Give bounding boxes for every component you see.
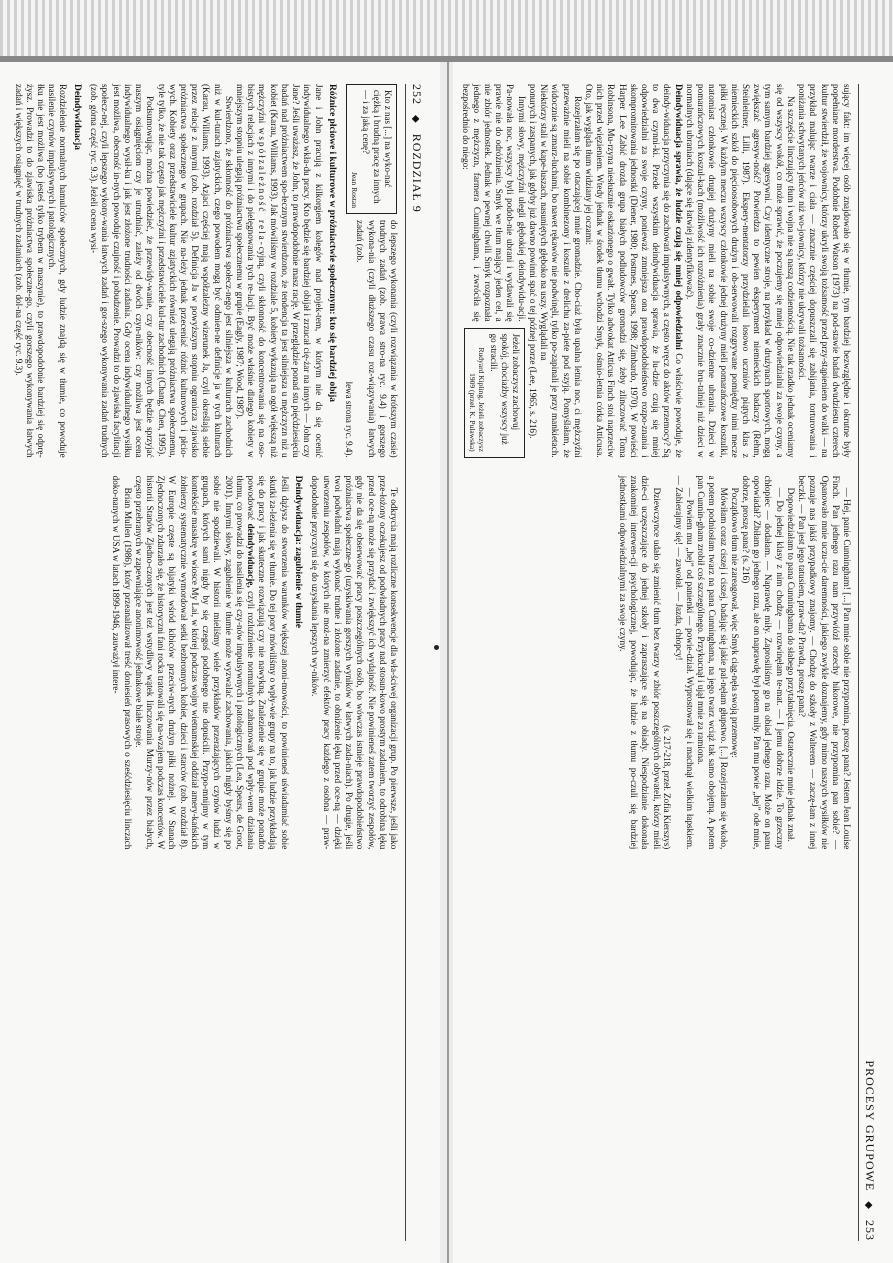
- right-epigraph: [464, 328, 524, 458]
- paragraph: [234, 84, 324, 458]
- section-heading: Różnice płciowe i kulturowe w próżniactwie społecznym: kto się bardziej obija: [327, 84, 338, 403]
- paragraph: Na szczęście linczujący tłum i wojna nie są naszą codziennością. Nie tak rzadko jednak oceniamy się od wszyscy wokół, co może sprawić, że poczujemy się mniej odpowiedzialni za swoje czyny, a tym samym bardziej agresywni. Czy identyczne stroje, na przykład w drużynach sportowych, mogą zwiększać agresyw-ność? Potwierdza to pewien eksperyment niemieckich badaczy (Rehm, Steinleitner, Lilli, 1987). Ekspery-mentatorzy przydzielali losowo uczniów piątych klas z niemieckich szkół do pięcioosobowych drużyn i ob-serwowali rozgrywane pomiędzy nimi mecze piłki ręcznej. W każdym meczu wszyscy członkowie jednej drużyny mieli pomarańczowe koszulki, natomiast członkowie drugiej drużyny mieli na sobie swoje co-dzienne ubrania. Dzieci w pomarańczowych koszul-kach (możliwość ich rozróżnienia) grały znacznie bru-talniej niż dzieci w normalnych ubraniach (dające się łatwiej zidentyfikować).: [684, 84, 796, 458]
- right-page-frame: [453, 62, 893, 1263]
- book-gutter: [447, 62, 449, 1263]
- paragraph-text: Co właściwie powoduje, że deindy-widuacja przyczynia się do zachowań impulsywnych, a często wręcz do aktów przemocy? Są to dwa czynni-ki. Przede wszystkim deindywiduacja sprawia, że lu-dzie czują się mniej odpowiedzialni za swoje czyny, ponieważ zmniejsza ona prawdopodobieństwo rozpo-znania i skompromitowania jednostki (Diener, 1980; Postmes, Spears, 1998; Zimbardo, 1970). W powieści Harper Lee Zabić drozda grupa białych podludowców gromadzi się, żeby zlinczować Toma Robinsona, Mu-rzyna niesłusznie oskarżonego o gwałt. Tylko adwokat Atticus Finch stoi naprzeciw nich przed więzieniem. Wtedy jednak w środek tłumu wchodzi Smyk, ośmio-letnia córka Atticusa. Oto, jak wygląda tłum widziany jej oczami:: [583, 84, 684, 458]
- left-running-head: [405, 84, 424, 1241]
- paragraph-text: cyjną, czyli skłonność do koncentrowania się na oso-bistych relacjach z innymi i do pielęgnowania tych re-lacji. Być może właśnie dlatego kobiety w mniejszym stopniu ulegają próżniactwu społecznemu w grupie (Eagly, 1987; Wood, 1987).: [235, 84, 268, 458]
- paragraph: łku nie jest możliwa (bo jesteś tylko trybem w maszynie), to prawdopodobnie bardziej się odprę-żysz. Prowadzi to do zjawiska próżniactwa społeczne-go, czyli gorszego wykonywania łatwych zadań i większych osiągnięć w trudnych zadaniach (zob. dol-na część ryc. 9.3).: [13, 84, 46, 458]
- block-quote: Dopowiedziałam to pana Cunninghama do słabego przytaknięcia. Ostatecznie mnie jednak znał.: [785, 487, 796, 842]
- diamond-icon: ◆: [410, 115, 421, 124]
- left-running-title: ROZDZIAŁ 9: [410, 133, 424, 213]
- figure-reference: lewa strona ryc. 9.4).: [344, 381, 355, 458]
- paragraph: Podsumowując, można powiedzieć, że przewidy-wanie, czy obecność innych będzie sprzyjać naszym osiągnięciom czy je utrudniać, zależy od dwóch czyn-ników: czy możliwa jest ocena indywidualnego wysił-ku i jak jest złożone trudności zadania. Gdy ocena indywidualnego wysiłku jest możliwa, obecność in-nych powoduje czujność i pobudzenie. Prowadzi to do zjawiska facylitacji społecz-nej, czyli lepszego wykony-wania łatwych zadań i gor-szego wykonywania zadań trudnych (zob. górna część ryc. 9.3). Jeżeli ocena wysi-: [89, 84, 156, 458]
- left-epigraph: [346, 84, 397, 214]
- paragraph: Początkowo tłum nie zareagował, więc Smyk ciąg-nęła swoją przemowę:: [729, 487, 740, 758]
- right-page: [453, 62, 893, 1263]
- paragraph: [133, 476, 290, 850]
- right-epigraph-source: Rudyard Kipling, Jeżeli zobaczysz 1909 (przeł. K. Pulawska): [468, 347, 487, 452]
- block-quote: — Do jednej klasy z nim chodzę — rozwinęłam te-mat. — I jemu dobrze idzie. To grzeczny chłopiec — dodałam. — Naprawdę miły. Zaprosiliśmy go na obiad jednego razu. Może on panu opowiadał? Zbiłam go jednego razu, ale on naprawdę był potem miły. Pan mu powie „hej” ode mnie, dobrze, proszę pana? (s. 216): [741, 475, 785, 850]
- left-epigraph-source: Jean Rostan: [349, 171, 359, 208]
- sidebar-heading: Deindywiduacja: [71, 84, 82, 150]
- block-quote: Mówiłam coraz ciszej i ciszej, badając się jakie pal-nęłam głupstwo. [...] Rozejrzałam się wkoło, a potem podniosłam twarz na pana Cunninghama, na jego twarz wciąż tak samo obojętną. A potem pan Cunnin-gham zrobił coś szczególnego. Przykucnął i ujął mnie za ramiona.: [696, 475, 729, 850]
- right-running-title: PROCESY GRUPOWE: [863, 1060, 877, 1192]
- right-running-head: [858, 84, 877, 1241]
- left-page-frame: [0, 62, 440, 1263]
- section-heading: Deindywiduacja: zagubienie w tłumie: [293, 475, 304, 628]
- left-page: [0, 62, 440, 1263]
- paragraph: Innymi słowy, mężczyźni ulegli głębokiej deindywidu-acji. Pa-nowała noc, wszyscy byli podob-nie ubrani i wydawali się prawie nie do odróżnienia. Smyk we tłum mający jeden cel, a nie zbiór jednostek. Jednak w pewnej chwili Smyk rozpoznała jednego z mężczyzn, farmera Cunninghama, i zwróciła się bezpośrednio do niego:: [460, 84, 527, 322]
- spaced-term: współzależność rela-: [257, 127, 268, 247]
- paragraph: do lepszego wykonania (czyli rozwiązania w krótszym czasie) trudnych zadań (zob. prawa stro-na ryc. 9.4) i gorszego wykona-nia (czyli dłuższego czasu roz-wiązywania) łatwych zadań (zob.: [355, 220, 399, 458]
- right-page-number: 253: [863, 1220, 877, 1241]
- block-quote: — Hej, panie Cunningham! [...] Pan mnie sobie nie przypomina, proszę pana? Jestem Jean Louise Finch. Pan jednego razu nam przywiózł orzechy hikorowe, nie przypomina pan sobie? — Opanowało mnie uczu-cie daremności, jakiego zwykle doznajemy, gdy mimo naszych wysiłków nie poznaje nas jakiś przypadkowy znajomy. — Chodzę do szkoły z Walterem — zaczę-łam z innej beczki. — Pan jest jego tatusiem, praw-da? Prawda, proszę pana?: [797, 475, 852, 850]
- diamond-icon: ◆: [863, 1201, 874, 1210]
- right-text-columns: [457, 84, 852, 1241]
- scan-speck: [434, 645, 439, 650]
- left-page-number: 252: [410, 84, 424, 105]
- block-quote: — Powiem mu „hej” od panienki — powie-dział. Wyprostował się i machnął wielkim łapskiem. — Zabierajmy się! — zawołał. — Jazda, chłopcy!: [673, 475, 695, 850]
- paragraph: sujący fakt: im więcej osób znajdowało się w tłumie, tym bardziej bezwzględne i okrutne były popełniane morderstwa. Podobnie Robert Watson (1973) na pod-stawie badań dwudziestu czterech kultur stwierdził, że wojownicy, którzy ukryli swoją tożsamość przed przy-stąpieniem do walki — na przykład malując twarze i ciała — znacznie częściej dopuszczali się zabijania, torturowania i poniżania schwytanych jeńców niż wo-jownicy, którzy nie ukrywali tożsamości.: [797, 84, 852, 458]
- block-quote: Rozejrzałam się po otaczającej mnie gromadzie. Cho-ciaż była upalna letnia noc, ci mężczyźni przeważnie mieli na sobie kombinezony i koszule z drelichu za-piete pod szyją. Pomyślałam, że widocznie są zmarz-luchami, bo nawet rękawów nie podwinęli, tylko po-zapinali je przy mankietach. Niektórzy stali w kape-luszach, nasuniętych głęboko na uszy. Wyglądali na: [539, 84, 583, 458]
- bold-lead: Deindywiduacja sprawia, że ludzie czują się mniej odpowiedzialni: [673, 84, 684, 350]
- paragraph: [583, 84, 684, 458]
- left-text-columns: [4, 84, 399, 1241]
- paragraph-text: czyli rozluźnienie normalnych zahamowań pod wpły-wem działania tłumu, co prowadzi do nasilenia się czy-nów impulsywnych i patologicznych (Lea, Spears, de Groot, 2001). Innymi słowy, zagubienie w tłumie może wyzwalać zachowania, jakich nigdy byśmy się po sobie nie spodziewali. W historii mieliśmy wiele przykładów przerażających czynów ludzi w grupach, których sami nigdy by się czegoś podobnego nie dopuścili. Przypo-mnijmy w tym kontekście masakrę w wiosce My Lai, w której podczas wojny wietnamskiej oddział amery-kańskich żołnierzy systematycznie wymordował setki bezbronnych kobiet, dzieci i starców (zob. rozdział 8). W Europie częste są bijatyki wśród kibiców przeciw-nych drużyn piłki nożnej. W Stanach Zjednoczonych zdarzało się, że historyczni fani rocka tratowali się na-wzajem podczas koncertów. W historii Stanów Zjedno-czonych jest też wstydliwy wątek linczowania Murzy-nów przez białych, często przebranych w zapewniające anonimowość jednakowe białe stroje.: [133, 475, 257, 850]
- paragraph-text: Jane i John pracują z kilkorgiem kolegów nad projek-tem, w którym nie da się ocenić indywidualnego wkła-du pracy. Kto będzie się bardziej obijał i zrzucał cię-żar na innych — John czy Jane? Jeśli uważasz, że John, to prawdopodobnie masz rację. W przeglądzie ponad stu pięćdziesięciu badań nad próżniactwem spo-łecznym stwierdzono, że tendencja ta jest silniejsza u mężczyzn niż u kobiet (Karau, Williams, 1993). Jak mówiliśmy w rozdziale 5, kobiety wykazują na ogół większą niż mężczyźni: [257, 84, 324, 458]
- left-epigraph-text: Kto z nas [...] na wyko-nać ciężką i brudną pracę za innych — i za jaką cenę?: [361, 90, 393, 204]
- block-quote: ponurych i zaspanych, jak gdyby już dawno powinni spać o tej późnej porze (Lee, 1965, s. 216).: [527, 84, 538, 439]
- bold-term: deindywiduację,: [246, 523, 257, 588]
- paragraph-text: Jeśli dążysz do stworzenia warunków większej anoni-mowości, to powinieneś uświadamiać sobie skutki za-leżenia się w tłumie. Do tej pory mówiliśmy o wpły-wie grupy na to, jak ludzie przykładają się do pracy i jak skuteczne rozwiązują czy nie nawykną. Znalezienie się w grupie może ponadto powodować: [246, 475, 290, 850]
- paragraph: Brian Mullen (1986), który przeanalizował treść doniesień prasowych o sześćdziesięciu linczach doko-nanych w USA w latach 1899-1946, zauważył intere-: [111, 475, 133, 850]
- scan-edge: [0, 0, 893, 62]
- right-epigraph-text: Jeżeli zobaczysz zachowuj spokój, chociażby wszyscy już go stracili.: [489, 333, 521, 445]
- paragraph: Dziewczynce udało się zmienić tłum bez twarzy w zbiór poszczególnych obywateli, którzy mieli dzie-ci uczęszczające do jednej szkoły i zapraszające się na obiady. Niespodzianie dokonała znakomitej interwen-cji psychologicznej, powodując, że ludzie z tłumu po-czuli się bardziej jednostkami odpowiedzialnymi za swoje czyny.: [617, 475, 662, 850]
- paragraph: Stwierdzono, że skłonność do próżniactwa społecz-nego jest silniejsza w kulturach zachodnich niż w kul-turach azjatyckich, czego powodem mogą być odmien-ne definicje ja w tych kulturach (Karau, Williams, 1993). Azjaci częściej mają współzależny wizerunek Ja, czyli określają siebie przez relacje z innymi (zob. rozdział 5). Definicja Ja w powyższym stopniu ogranicza zjawisko próżniactwa społecznego w grupach. Nie na-leży jednak przeceniać różnic kulturowych i płcio-wych. Kobiety oraz przedstawiciele kultur azjatyckich również ulegają próżniactwu społecznemu, tyle tylko, że nie tak często jak mężczyźni i przedstawiciele kul-tur zachodnich (Chang, Chen, 1995).: [156, 84, 234, 458]
- citation: (s. 217-218, przeł. Zofia Kierszys): [662, 725, 673, 850]
- paragraph: Te odkrycia mają rozliczne konsekwencje dla wła-ściwej organizacji grup. Po pierwsze, jeśli jako prze-łożony oczekujesz od podwładnych pracy nad stosun-kowo prostym zadaniem, to odrobina lęku przed oce-ną może się przydać i zwiększyć ich wydajność. Nie powinieneś zatem tworzyć zespołów, gdy nie da się obserwować pracy poszczególnych osób, bo wówczas istnieje prawdopodobieństwo próżniactwa społeczne-go (uzyskiwania gorszych wyników w łatwych zada-niach). Po drugie, jeśli twoi podwładni mają wykonać trudne i złożone zadanie, to obniżenie lęku przed oce-ną — dzięki utworzeniu zespołów, w których nie moż-na zmierzyć efektów pracy każdego z osobna — praw-dopodobnie przyczyni się do uzyskania lepszych wy-ników.: [310, 475, 399, 850]
- sidebar-definition: Rozdzielenie normalnych hamulców społecznych, gdy ludzie znajdą się w tłumie, co powoduje nasilenie czynów impulsywnych i patologicznych.: [47, 84, 69, 458]
